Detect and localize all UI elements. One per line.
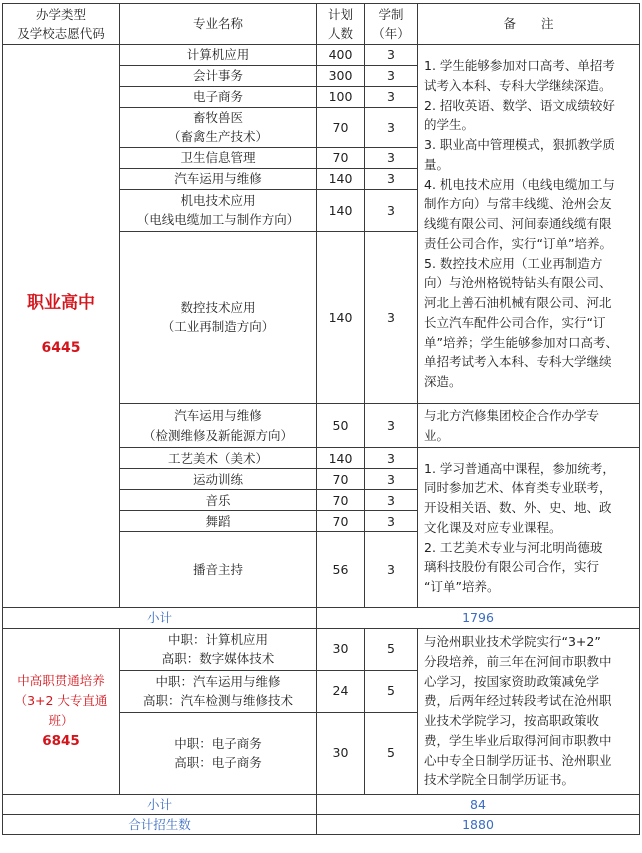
major-name-line: 高职：数字媒体技术 <box>161 651 275 667</box>
school-type-name: 职业高中 <box>27 293 95 314</box>
plan-count: 140 <box>317 168 365 189</box>
major-name-line: 舞蹈 <box>205 513 231 529</box>
admission-plan-table <box>2 3 640 835</box>
school-type-line: （3+2 大专直通 <box>14 692 108 708</box>
major-name-line: 汽车运用与维修 <box>174 171 262 187</box>
major-name-line: 会计事务 <box>192 68 243 84</box>
remark-arts-line: 璃科技股份有限公司合作，实行 <box>424 559 600 575</box>
remark-auto-repair <box>418 403 640 448</box>
major-cell <box>120 231 317 403</box>
plan-count: 400 <box>317 45 365 66</box>
remark-3plus2-line: 费，学生毕业后取得河间市职教中 <box>424 732 612 748</box>
remark-vocational-line: 深造。 <box>424 374 462 389</box>
remark-arts-line: 2. 工艺美术专业与河北明尚德玻 <box>424 539 603 555</box>
total-value: 1880 <box>317 815 640 835</box>
plan-count: 70 <box>317 469 365 490</box>
major-cell <box>120 511 317 532</box>
section-3plus2 <box>3 628 640 814</box>
remark-vocational-line: 2. 招收英语、数学、语文成绩较好 <box>424 97 615 113</box>
school-type-cell <box>3 628 120 794</box>
major-cell <box>120 712 317 794</box>
total-row <box>3 815 640 835</box>
remark-arts-line: “订单”培养。 <box>424 579 500 595</box>
plan-count: 70 <box>317 108 365 148</box>
major-name-line: 电子商务 <box>192 89 243 105</box>
subtotal-row <box>3 794 640 814</box>
header-row <box>3 4 640 45</box>
plan-count: 70 <box>317 147 365 168</box>
header-plan-line1: 计划 <box>327 6 353 22</box>
remark-vocational-line: 3. 职业高中管理模式，狠抓教学质 <box>424 137 615 152</box>
major-name-line: 计算机应用 <box>186 47 250 63</box>
remark-auto-repair-line: 与北方汽修集团校企合作办学专 <box>424 407 600 423</box>
plan-count: 70 <box>317 511 365 532</box>
remark-vocational-line: 责任公司合作，实行“订单”培养。 <box>424 235 612 251</box>
remark-vocational <box>418 45 640 404</box>
remark-vocational-line: 单招考试考入本科、专科大学继续 <box>424 354 612 370</box>
remark-arts-line: 开设相关语、数、外、史、地、政 <box>424 500 612 516</box>
major-name-line: 畜牧兽医 <box>192 110 243 125</box>
remark-3plus2-line: 心学习，按国家资助政策减免学 <box>424 673 600 689</box>
plan-count: 140 <box>317 231 365 403</box>
remark-3plus2-line: 心中专全日制学历证书、沧州职业 <box>424 752 612 768</box>
major-name-line: 播音主持 <box>192 562 243 578</box>
major-name-line: 汽车运用与维修 <box>174 408 262 424</box>
subtotal-value: 1796 <box>317 608 640 628</box>
study-years: 3 <box>365 147 418 168</box>
major-cell <box>120 87 317 108</box>
header-plan-line2: 人数 <box>327 26 353 41</box>
major-name-line: （电线电缆加工与制作方向） <box>136 212 300 228</box>
school-code: 6845 <box>42 732 80 749</box>
major-name-line: 数控技术应用 <box>180 299 256 315</box>
major-cell <box>120 108 317 148</box>
plan-count: 50 <box>317 403 365 448</box>
section-vocational-high <box>3 45 640 629</box>
major-cell <box>120 670 317 712</box>
remark-arts-line: 文化课及对应专业课程。 <box>424 519 562 535</box>
major-name-line: （检测维修及新能源方向） <box>142 427 293 443</box>
remark-3plus2-line: 业技术学院学习，按高职政策收 <box>424 713 600 729</box>
school-type-cell <box>3 45 120 608</box>
subtotal-row <box>3 608 640 628</box>
major-cell <box>120 189 317 231</box>
remark-auto-repair-line: 业。 <box>424 427 450 443</box>
major-cell <box>120 147 317 168</box>
major-name-line: 音乐 <box>205 492 231 508</box>
school-type-line: 中高职贯通培养 <box>17 672 105 688</box>
remark-vocational-line: 线缆有限公司、河间泰通线缆有限 <box>424 216 612 231</box>
major-name-line: 高职：汽车检测与维修技术 <box>142 693 293 709</box>
major-name-line: 工艺美术（美术） <box>167 450 268 466</box>
major-name-line: 高职：电子商务 <box>174 755 262 771</box>
remark-vocational-line: 河北上善石油机械有限公司、河北 <box>424 295 612 310</box>
subtotal-label: 小计 <box>3 608 317 628</box>
remark-3plus2-line: 费，后两年经过转段考试在沧州职 <box>424 693 612 709</box>
header-school-type-line2: 及学校志愿代码 <box>17 26 105 41</box>
plan-count: 140 <box>317 448 365 469</box>
major-cell <box>120 45 317 66</box>
subtotal-label: 小计 <box>3 794 317 814</box>
remark-vocational-line: 的学生。 <box>424 117 475 133</box>
major-cell <box>120 532 317 608</box>
study-years: 3 <box>365 189 418 231</box>
remark-3plus2 <box>418 628 640 794</box>
school-type-line: 班） <box>48 712 74 728</box>
study-years: 3 <box>365 168 418 189</box>
plan-count: 300 <box>317 66 365 87</box>
study-years: 5 <box>365 628 418 670</box>
plan-count: 140 <box>317 189 365 231</box>
study-years: 3 <box>365 448 418 469</box>
header-remark: 备 注 <box>418 4 640 45</box>
major-cell <box>120 628 317 670</box>
major-name-line: 机电技术应用 <box>180 192 256 208</box>
major-name-line: 中职：汽车运用与维修 <box>155 673 281 689</box>
plan-count: 100 <box>317 87 365 108</box>
plan-count: 70 <box>317 490 365 511</box>
remark-arts-line: 同时参加艺术、体育类专业联考， <box>424 480 612 496</box>
study-years: 3 <box>365 108 418 148</box>
plan-count: 30 <box>317 712 365 794</box>
remark-vocational-line: 5. 数控技术应用（工业再制造方 <box>424 255 603 271</box>
study-years: 3 <box>365 490 418 511</box>
header-years-line1: 学制 <box>378 6 404 22</box>
remark-vocational-line: 制作方向）与常丰线缆、沧州会友 <box>424 196 612 212</box>
header-major: 专业名称 <box>120 4 317 45</box>
study-years: 3 <box>365 87 418 108</box>
remark-vocational-line: 长立汽车配件公司合作，实行“订 <box>424 314 606 330</box>
study-years: 5 <box>365 670 418 712</box>
table-row <box>3 45 640 66</box>
remark-3plus2-line: 技术学院全日制学历证书。 <box>424 772 575 788</box>
study-years: 3 <box>365 469 418 490</box>
major-name-line: （畜禽生产技术） <box>167 129 268 145</box>
table-row <box>3 628 640 670</box>
remark-arts-line: 1. 学习普通高中课程，参加统考， <box>424 460 615 476</box>
total-label: 合计招生数 <box>3 815 317 835</box>
plan-count: 56 <box>317 532 365 608</box>
plan-count: 24 <box>317 670 365 712</box>
study-years: 5 <box>365 712 418 794</box>
major-cell <box>120 168 317 189</box>
major-cell <box>120 66 317 87</box>
study-years: 3 <box>365 532 418 608</box>
major-cell <box>120 403 317 448</box>
study-years: 3 <box>365 45 418 66</box>
remark-vocational-line: 量。 <box>424 156 450 172</box>
study-years: 3 <box>365 403 418 448</box>
study-years: 3 <box>365 511 418 532</box>
header-school-type-line1: 办学类型 <box>35 6 86 22</box>
header-years-line2: （年） <box>372 26 410 41</box>
major-cell <box>120 469 317 490</box>
remark-3plus2-line: 分段培养，前三年在河间市职教中 <box>424 653 612 669</box>
study-years: 3 <box>365 66 418 87</box>
major-name-line: 中职：电子商务 <box>174 735 262 751</box>
plan-count: 30 <box>317 628 365 670</box>
remark-vocational-line: 单”培养；学生能够参加对口高考、 <box>424 334 618 350</box>
header-years <box>365 4 418 45</box>
header-plan <box>317 4 365 45</box>
major-name-line: 运动训练 <box>192 471 243 487</box>
header-school-type <box>3 4 120 45</box>
remark-vocational-line: 试考入本科、专科大学继续深造。 <box>424 77 612 93</box>
major-cell <box>120 490 317 511</box>
remark-3plus2-line: 与沧州职业技术学院实行“3+2” <box>424 634 601 650</box>
study-years: 3 <box>365 231 418 403</box>
remark-arts <box>418 448 640 608</box>
school-code: 6445 <box>41 340 81 357</box>
major-name-line: 卫生信息管理 <box>180 150 256 166</box>
major-name-line: （工业再制造方向） <box>161 319 275 335</box>
major-cell <box>120 448 317 469</box>
remark-vocational-line: 4. 机电技术应用（电线电缆加工与 <box>424 176 615 192</box>
remark-vocational-line: 向）与沧州格锐特钻头有限公司、 <box>424 275 612 291</box>
remark-vocational-line: 1. 学生能够参加对口高考、单招考 <box>424 58 615 73</box>
major-name-line: 中职：计算机应用 <box>167 631 268 647</box>
subtotal-value: 84 <box>317 794 640 814</box>
